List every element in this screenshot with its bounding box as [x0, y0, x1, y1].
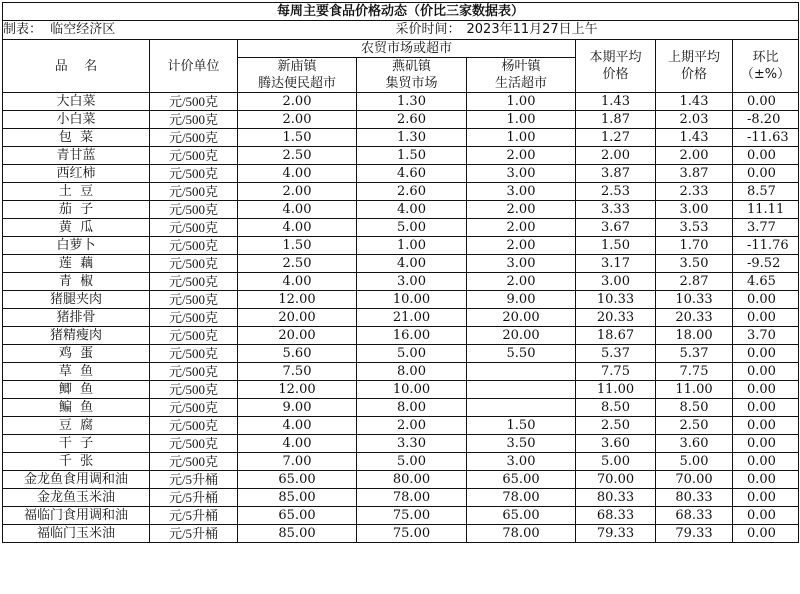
avg-current: 2.50 [576, 417, 656, 435]
item-name: 青甘蓝 [3, 147, 150, 165]
table-body [3, 3, 799, 543]
item-unit: 元/500克 [150, 291, 238, 309]
price-market-1: 7.50 [238, 363, 357, 381]
item-unit: 元/500克 [150, 273, 238, 291]
table-row [3, 381, 799, 399]
avg-prev: 3.53 [656, 219, 733, 237]
header-market-group: 农贸市场或超市 [238, 40, 576, 58]
price-market-1: 1.50 [238, 237, 357, 255]
change-percent: 0.00 [733, 471, 799, 489]
price-market-1: 4.00 [238, 417, 357, 435]
price-market-2: 16.00 [357, 327, 467, 345]
price-market-2: 8.00 [357, 399, 467, 417]
price-market-1: 2.00 [238, 93, 357, 111]
table-row [3, 327, 799, 345]
item-name: 干 子 [3, 435, 150, 453]
change-percent: 8.57 [733, 183, 799, 201]
item-name: 小白菜 [3, 111, 150, 129]
item-name: 包 菜 [3, 129, 150, 147]
avg-prev: 18.00 [656, 327, 733, 345]
price-market-3: 1.00 [467, 111, 576, 129]
prepared-by [3, 21, 238, 40]
avg-current: 5.00 [576, 453, 656, 471]
price-market-3: 65.00 [467, 507, 576, 525]
item-name: 西红柿 [3, 165, 150, 183]
avg-current: 3.60 [576, 435, 656, 453]
price-market-2: 5.00 [357, 453, 467, 471]
header-change: 环比 （±%） [733, 40, 799, 93]
price-market-1: 4.00 [238, 165, 357, 183]
item-name: 金龙鱼玉米油 [3, 489, 150, 507]
table-row [3, 237, 799, 255]
item-unit: 元/500克 [150, 363, 238, 381]
price-market-1: 65.00 [238, 471, 357, 489]
table-row [3, 291, 799, 309]
change-percent: 0.00 [733, 435, 799, 453]
price-market-2: 1.30 [357, 129, 467, 147]
avg-current: 3.67 [576, 219, 656, 237]
price-table [2, 2, 799, 543]
change-percent: 0.00 [733, 525, 799, 543]
change-percent: 0.00 [733, 507, 799, 525]
avg-current: 20.33 [576, 309, 656, 327]
change-percent: 3.77 [733, 219, 799, 237]
header-row-1 [3, 40, 799, 58]
price-market-3: 9.00 [467, 291, 576, 309]
price-market-1: 4.00 [238, 435, 357, 453]
price-market-3: 2.00 [467, 147, 576, 165]
avg-prev: 79.33 [656, 525, 733, 543]
price-market-3 [467, 363, 576, 381]
price-market-2: 3.00 [357, 273, 467, 291]
avg-current: 5.37 [576, 345, 656, 363]
price-market-1: 2.50 [238, 147, 357, 165]
table-row [3, 93, 799, 111]
item-unit: 元/5升桶 [150, 489, 238, 507]
change-percent: -8.20 [733, 111, 799, 129]
item-name: 鲫 鱼 [3, 381, 150, 399]
table-row [3, 363, 799, 381]
price-market-2: 3.30 [357, 435, 467, 453]
change-percent: 0.00 [733, 147, 799, 165]
title-row [3, 3, 799, 21]
header-market-3: 杨叶镇 生活超市 [467, 58, 576, 93]
price-market-3: 78.00 [467, 489, 576, 507]
price-market-1: 9.00 [238, 399, 357, 417]
price-market-3: 20.00 [467, 309, 576, 327]
avg-current: 3.17 [576, 255, 656, 273]
item-unit: 元/500克 [150, 93, 238, 111]
price-market-3: 2.00 [467, 201, 576, 219]
item-unit: 元/500克 [150, 417, 238, 435]
change-percent: 0.00 [733, 489, 799, 507]
item-unit: 元/500克 [150, 201, 238, 219]
avg-prev: 2.33 [656, 183, 733, 201]
price-market-2: 78.00 [357, 489, 467, 507]
item-name: 猪腿夹肉 [3, 291, 150, 309]
header-name: 品 名 [3, 40, 150, 93]
price-market-3: 3.50 [467, 435, 576, 453]
item-unit: 元/500克 [150, 183, 238, 201]
table-row [3, 147, 799, 165]
item-unit: 元/500克 [150, 345, 238, 363]
item-name: 鳊 鱼 [3, 399, 150, 417]
item-name: 大白菜 [3, 93, 150, 111]
price-market-1: 20.00 [238, 327, 357, 345]
meta-row [3, 21, 799, 40]
price-market-2: 80.00 [357, 471, 467, 489]
avg-current: 3.87 [576, 165, 656, 183]
item-unit: 元/500克 [150, 147, 238, 165]
avg-prev: 20.33 [656, 309, 733, 327]
item-unit: 元/5升桶 [150, 507, 238, 525]
avg-prev: 10.33 [656, 291, 733, 309]
avg-prev: 1.43 [656, 129, 733, 147]
item-unit: 元/500克 [150, 129, 238, 147]
price-market-2: 21.00 [357, 309, 467, 327]
avg-current: 3.33 [576, 201, 656, 219]
avg-prev: 3.87 [656, 165, 733, 183]
price-market-2: 8.00 [357, 363, 467, 381]
table-row [3, 525, 799, 543]
price-market-2: 2.60 [357, 111, 467, 129]
item-name: 猪精瘦肉 [3, 327, 150, 345]
avg-current: 10.33 [576, 291, 656, 309]
avg-prev: 3.50 [656, 255, 733, 273]
price-market-2: 2.60 [357, 183, 467, 201]
avg-current: 11.00 [576, 381, 656, 399]
avg-prev: 3.00 [656, 201, 733, 219]
avg-prev: 8.50 [656, 399, 733, 417]
item-name: 福临门玉米油 [3, 525, 150, 543]
price-market-1: 7.00 [238, 453, 357, 471]
avg-prev: 5.37 [656, 345, 733, 363]
item-name: 豆 腐 [3, 417, 150, 435]
avg-current: 80.33 [576, 489, 656, 507]
table-row [3, 471, 799, 489]
price-market-1: 12.00 [238, 291, 357, 309]
change-percent: 0.00 [733, 381, 799, 399]
table-row [3, 309, 799, 327]
item-name: 茄 子 [3, 201, 150, 219]
avg-prev: 11.00 [656, 381, 733, 399]
header-market-2: 燕矶镇 集贸市场 [357, 58, 467, 93]
item-unit: 元/500克 [150, 327, 238, 345]
change-percent: 0.00 [733, 453, 799, 471]
price-market-1: 2.00 [238, 111, 357, 129]
avg-current: 1.87 [576, 111, 656, 129]
change-percent: 0.00 [733, 165, 799, 183]
change-percent: 0.00 [733, 345, 799, 363]
price-market-1: 20.00 [238, 309, 357, 327]
table-row [3, 219, 799, 237]
price-market-2: 10.00 [357, 381, 467, 399]
item-unit: 元/500克 [150, 399, 238, 417]
avg-current: 2.53 [576, 183, 656, 201]
avg-current: 68.33 [576, 507, 656, 525]
item-unit: 元/500克 [150, 453, 238, 471]
table-row [3, 165, 799, 183]
price-market-1: 2.50 [238, 255, 357, 273]
avg-prev: 68.33 [656, 507, 733, 525]
change-percent: 11.11 [733, 201, 799, 219]
prepared-by-value: 临空经济区 [50, 22, 116, 37]
item-unit: 元/500克 [150, 237, 238, 255]
item-name: 土 豆 [3, 183, 150, 201]
avg-prev: 2.50 [656, 417, 733, 435]
item-unit: 元/500克 [150, 309, 238, 327]
change-percent: -11.76 [733, 237, 799, 255]
price-market-1: 85.00 [238, 489, 357, 507]
avg-current: 79.33 [576, 525, 656, 543]
table-row [3, 453, 799, 471]
price-market-1: 4.00 [238, 201, 357, 219]
prepared-by-label: 制表： [3, 22, 43, 37]
price-market-1: 12.00 [238, 381, 357, 399]
price-market-3: 5.50 [467, 345, 576, 363]
item-unit: 元/500克 [150, 219, 238, 237]
item-unit: 元/500克 [150, 111, 238, 129]
price-market-3: 2.00 [467, 273, 576, 291]
price-market-3 [467, 381, 576, 399]
avg-prev: 70.00 [656, 471, 733, 489]
item-name: 白萝卜 [3, 237, 150, 255]
price-market-2: 4.60 [357, 165, 467, 183]
change-percent: 4.65 [733, 273, 799, 291]
price-market-2: 2.00 [357, 417, 467, 435]
avg-current: 70.00 [576, 471, 656, 489]
avg-current: 1.50 [576, 237, 656, 255]
item-name: 鸡 蛋 [3, 345, 150, 363]
change-percent: 0.00 [733, 309, 799, 327]
price-market-2: 4.00 [357, 255, 467, 273]
change-percent: 3.70 [733, 327, 799, 345]
price-market-1: 5.60 [238, 345, 357, 363]
item-name: 青 椒 [3, 273, 150, 291]
avg-current: 18.67 [576, 327, 656, 345]
avg-current: 1.27 [576, 129, 656, 147]
item-name: 金龙鱼食用调和油 [3, 471, 150, 489]
price-market-2: 75.00 [357, 507, 467, 525]
price-market-1: 1.50 [238, 129, 357, 147]
price-market-1: 85.00 [238, 525, 357, 543]
price-market-3 [467, 399, 576, 417]
price-market-3: 65.00 [467, 471, 576, 489]
avg-prev: 2.87 [656, 273, 733, 291]
price-market-2: 5.00 [357, 345, 467, 363]
table-row [3, 489, 799, 507]
avg-prev: 2.03 [656, 111, 733, 129]
price-market-2: 1.00 [357, 237, 467, 255]
change-percent: -9.52 [733, 255, 799, 273]
change-percent: 0.00 [733, 291, 799, 309]
price-market-1: 2.00 [238, 183, 357, 201]
item-unit: 元/500克 [150, 381, 238, 399]
avg-current: 2.00 [576, 147, 656, 165]
price-market-2: 75.00 [357, 525, 467, 543]
price-market-3: 1.50 [467, 417, 576, 435]
item-name: 千 张 [3, 453, 150, 471]
item-unit: 元/5升桶 [150, 525, 238, 543]
item-name: 猪排骨 [3, 309, 150, 327]
table-row [3, 201, 799, 219]
header-unit: 计价单位 [150, 40, 238, 93]
change-percent: 0.00 [733, 93, 799, 111]
avg-current: 3.00 [576, 273, 656, 291]
table-row [3, 273, 799, 291]
avg-current: 7.75 [576, 363, 656, 381]
avg-prev: 5.00 [656, 453, 733, 471]
item-unit: 元/5升桶 [150, 471, 238, 489]
avg-current: 8.50 [576, 399, 656, 417]
price-market-3: 3.00 [467, 183, 576, 201]
avg-prev: 1.70 [656, 237, 733, 255]
price-market-1: 65.00 [238, 507, 357, 525]
price-market-3: 2.00 [467, 219, 576, 237]
table-title: 每周主要食品价格动态（价比三家数据表） [3, 3, 799, 21]
item-name: 福临门食用调和油 [3, 507, 150, 525]
avg-current: 1.43 [576, 93, 656, 111]
collect-time-value: 2023年11月27日上午 [467, 21, 799, 40]
table-row [3, 129, 799, 147]
price-market-3: 20.00 [467, 327, 576, 345]
price-market-2: 1.30 [357, 93, 467, 111]
price-market-2: 5.00 [357, 219, 467, 237]
price-market-3: 1.00 [467, 93, 576, 111]
table-row [3, 417, 799, 435]
table-row [3, 255, 799, 273]
item-name: 莲 藕 [3, 255, 150, 273]
price-market-3: 3.00 [467, 165, 576, 183]
table-row [3, 435, 799, 453]
price-market-1: 4.00 [238, 219, 357, 237]
avg-prev: 1.43 [656, 93, 733, 111]
price-market-3: 78.00 [467, 525, 576, 543]
price-market-2: 1.50 [357, 147, 467, 165]
item-unit: 元/500克 [150, 165, 238, 183]
price-market-3: 2.00 [467, 237, 576, 255]
item-unit: 元/500克 [150, 255, 238, 273]
change-percent: -11.63 [733, 129, 799, 147]
change-percent: 0.00 [733, 417, 799, 435]
avg-prev: 2.00 [656, 147, 733, 165]
avg-prev: 3.60 [656, 435, 733, 453]
header-avg-prev: 上期平均 价格 [656, 40, 733, 93]
price-market-3: 3.00 [467, 453, 576, 471]
table-row [3, 183, 799, 201]
change-percent: 0.00 [733, 399, 799, 417]
avg-prev: 7.75 [656, 363, 733, 381]
table-row [3, 345, 799, 363]
item-unit: 元/500克 [150, 435, 238, 453]
price-market-2: 10.00 [357, 291, 467, 309]
price-market-3: 3.00 [467, 255, 576, 273]
change-percent: 0.00 [733, 363, 799, 381]
price-market-1: 4.00 [238, 273, 357, 291]
table-row [3, 507, 799, 525]
collect-time-label: 采价时间： [238, 21, 467, 40]
table-row [3, 399, 799, 417]
header-market-1: 新庙镇 腾达便民超市 [238, 58, 357, 93]
price-market-3: 1.00 [467, 129, 576, 147]
item-name: 草 鱼 [3, 363, 150, 381]
avg-prev: 80.33 [656, 489, 733, 507]
price-market-2: 4.00 [357, 201, 467, 219]
table-row [3, 111, 799, 129]
item-name: 黄 瓜 [3, 219, 150, 237]
header-avg-current: 本期平均 价格 [576, 40, 656, 93]
